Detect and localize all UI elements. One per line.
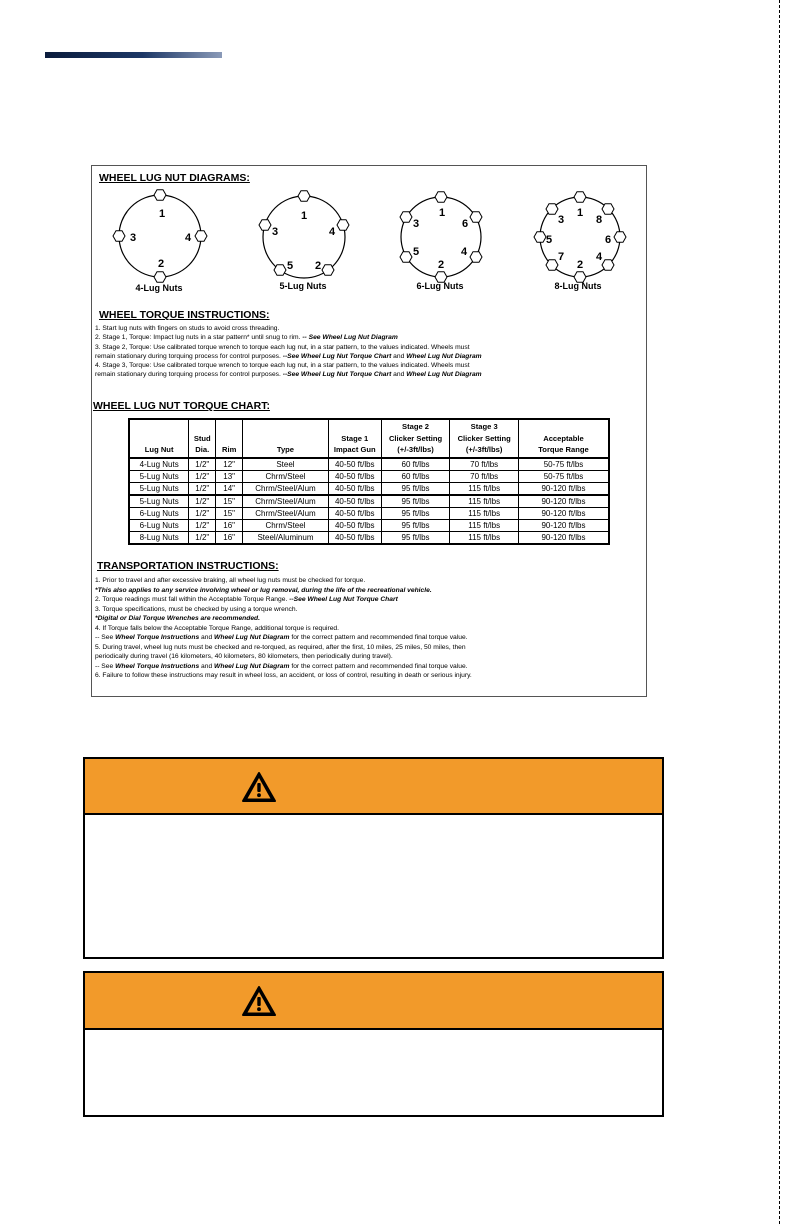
- text-segment: 2. Stage 1, Torque: Impact lug nuts in a star pattern* until snug to rim.: [95, 334, 303, 342]
- table-cell: 50-75 ft/lbs: [518, 470, 609, 482]
- cut-line: [779, 0, 780, 1224]
- text-segment: *Digital or Dial Torque Wrenches are recommended.: [95, 615, 261, 622]
- table-cell: 12": [216, 458, 243, 471]
- lug-number: 4: [328, 226, 336, 238]
- text-segment: for the correct pattern and recommended final torque value.: [289, 634, 468, 641]
- text-segment: Wheel Torque Instructions: [115, 634, 200, 641]
- lug-number: 3: [271, 226, 279, 238]
- text-segment: 4. Stage 3, Torque: Use calibrated torque wrench to torque each lug nut, in a star pattern, to the values indicated. Wheels must: [95, 362, 470, 370]
- lug-number: 2: [576, 259, 584, 271]
- table-cell: 40-50 ft/lbs: [328, 495, 381, 508]
- text-segment: remain stationary during torquing process for control purposes.: [95, 371, 283, 379]
- table-row: [129, 470, 609, 482]
- header-text: Dia.: [195, 445, 210, 454]
- text-segment: 4. If Torque falls below the Acceptable Torque Range, additional torque is required.: [95, 624, 340, 632]
- lug-number: 7: [557, 251, 565, 263]
- text-line: [95, 662, 643, 672]
- text-segment: Wheel Lug Nut Diagram: [406, 352, 482, 360]
- table-row: [129, 495, 609, 508]
- lug-nut-hex-icon: [602, 204, 614, 214]
- lug-nut-hex-icon: [322, 265, 334, 275]
- table-cell: 16": [216, 531, 243, 544]
- text-segment: and: [391, 371, 407, 379]
- lug-nut-hex-icon: [470, 212, 482, 222]
- header-text: Stud: [193, 433, 211, 443]
- table-cell: 95 ft/lbs: [381, 519, 450, 531]
- table-cell: 40-50 ft/lbs: [328, 519, 381, 531]
- table-cell: 60 ft/lbs: [381, 470, 450, 482]
- table-cell: 70 ft/lbs: [450, 470, 519, 482]
- table-cell: 90-120 ft/lbs: [518, 507, 609, 519]
- lug-nut-hex-icon: [614, 232, 626, 242]
- header-text: Acceptable: [543, 433, 584, 443]
- text-segment: 2. Torque readings must fall within the Acceptable Torque Range.: [95, 596, 290, 603]
- text-segment: --See Wheel Lug Nut Torque Chart: [282, 352, 392, 360]
- table-cell: 40-50 ft/lbs: [328, 458, 381, 471]
- table-cell: 40-50 ft/lbs: [328, 507, 381, 519]
- table-cell: Chrm/Steel: [243, 470, 329, 482]
- lug-number: 6: [461, 218, 469, 230]
- lug-number: 3: [557, 214, 565, 226]
- lug-diagram: [534, 192, 626, 282]
- table-cell: 90-120 ft/lbs: [518, 531, 609, 544]
- lug-nut-hex-icon: [602, 260, 614, 270]
- lug-nut-hex-icon: [546, 204, 558, 214]
- lug-diagram: [400, 192, 482, 282]
- table-cell: 5-Lug Nuts: [129, 482, 189, 495]
- lug-number: 8: [595, 214, 603, 226]
- diagram-label-6-lug: 6-Lug Nuts: [416, 281, 464, 291]
- header-text: Stage 1: [341, 433, 369, 443]
- text-segment: Wheel Lug Nut Diagram: [214, 662, 290, 670]
- table-cell: 90-120 ft/lbs: [518, 519, 609, 531]
- text-segment: 3. Torque specifications, must be checked by using a torque wrench.: [95, 605, 298, 613]
- transportation-title: TRANSPORTATION INSTRUCTIONS:: [97, 560, 279, 572]
- lug-number: 5: [412, 246, 420, 258]
- lug-number: 2: [157, 258, 165, 270]
- lug-nut-hex-icon: [113, 231, 125, 241]
- lug-number: 2: [314, 260, 322, 272]
- text-segment: Wheel Lug Nut Diagram: [406, 371, 482, 379]
- table-cell: 90-120 ft/lbs: [518, 495, 609, 508]
- table-cell: 14": [216, 482, 243, 495]
- header-text: Clicker Setting: [388, 433, 443, 443]
- header-text: Type: [276, 445, 295, 454]
- header-text: Stage 2: [402, 422, 430, 431]
- table-cell: 5-Lug Nuts: [129, 495, 189, 508]
- table-cell: 4-Lug Nuts: [129, 458, 189, 471]
- text-segment: 5. During travel, wheel lug nuts must be checked and re-torqued, as required, after the first, 10 miles, 25 miles, 50 miles, then: [95, 643, 466, 651]
- table-cell: 115 ft/lbs: [450, 482, 519, 495]
- lug-nut-hex-icon: [298, 191, 310, 201]
- table-cell: 1/2": [189, 470, 216, 482]
- diagram-label-4-lug: 4-Lug Nuts: [135, 283, 183, 293]
- lug-nut-hex-icon: [400, 252, 412, 262]
- warning-box-2: [83, 971, 664, 1117]
- diagram-label-8-lug: 8-Lug Nuts: [554, 281, 602, 291]
- table-cell: 40-50 ft/lbs: [328, 482, 381, 495]
- diagram-label-5-lug: 5-Lug Nuts: [279, 281, 327, 291]
- column-header: [129, 419, 189, 458]
- column-header: [381, 419, 450, 458]
- header-text: Stage 3: [470, 422, 498, 431]
- instructions-title: WHEEL TORQUE INSTRUCTIONS:: [99, 309, 270, 321]
- header-bar: [45, 52, 222, 58]
- header-text: Torque Range: [538, 445, 589, 454]
- torque-chart-table: [128, 418, 610, 545]
- table-cell: 5-Lug Nuts: [129, 470, 189, 482]
- text-line: [95, 633, 643, 643]
- header-text: Lug Nut: [144, 445, 174, 454]
- lug-nut-diagrams: [92, 188, 646, 318]
- lug-nut-hex-icon: [574, 192, 586, 202]
- lug-number: 2: [437, 259, 445, 271]
- table-cell: 6-Lug Nuts: [129, 519, 189, 531]
- text-segment: periodically during travel (16 kilometers, 40 kilometers, 80 kilometers, then periodically during travel).: [95, 653, 393, 660]
- lug-nut-hex-icon: [400, 212, 412, 222]
- text-line: [95, 624, 643, 634]
- text-line: [95, 324, 640, 333]
- text-segment: 6. Failure to follow these instructions may result in wheel loss, an accident, or loss of control, resulting in death or serious injury.: [95, 672, 472, 679]
- lug-number: 4: [595, 251, 603, 263]
- text-line: [95, 333, 640, 342]
- table-row: [129, 531, 609, 544]
- table-cell: 70 ft/lbs: [450, 458, 519, 471]
- lug-diagram: [259, 191, 349, 278]
- lug-number: 1: [158, 208, 166, 220]
- text-line: [95, 605, 643, 615]
- table-cell: 40-50 ft/lbs: [328, 531, 381, 544]
- table-cell: 15": [216, 507, 243, 519]
- lug-number: 5: [545, 234, 553, 246]
- text-line: [95, 652, 643, 662]
- table-cell: Steel/Aluminum: [243, 531, 329, 544]
- lug-number: 1: [438, 207, 446, 219]
- text-segment: --See Wheel Lug Nut Torque Chart: [289, 596, 398, 603]
- column-header: [328, 419, 381, 458]
- text-segment: and: [199, 662, 215, 670]
- table-cell: 16": [216, 519, 243, 531]
- text-segment: and: [391, 352, 407, 360]
- lug-nut-hex-icon: [435, 192, 447, 202]
- table-cell: 90-120 ft/lbs: [518, 482, 609, 495]
- text-segment: and: [199, 634, 215, 641]
- table-cell: 40-50 ft/lbs: [328, 470, 381, 482]
- text-segment: for the correct pattern and recommended final torque value.: [289, 662, 468, 670]
- transportation-body: [95, 576, 643, 681]
- lug-number: 6: [604, 234, 612, 246]
- warning-header-2: [85, 973, 662, 1030]
- header-text: (+/-3ft/lbs): [465, 445, 503, 454]
- text-segment: --See Wheel Lug Nut Torque Chart: [282, 371, 392, 379]
- warning-triangle-icon: [241, 985, 277, 1017]
- table-cell: Chrm/Steel/Alum: [243, 507, 329, 519]
- table-cell: 6-Lug Nuts: [129, 507, 189, 519]
- lug-number: 5: [286, 260, 294, 272]
- text-segment: 1. Prior to travel and after excessive braking, all wheel lug nuts must be checked for torque.: [95, 577, 366, 584]
- text-line: [95, 671, 643, 681]
- lug-nut-hex-icon: [154, 272, 166, 282]
- lug-nut-hex-icon: [195, 231, 207, 241]
- table-cell: 13": [216, 470, 243, 482]
- lug-nut-panel: [91, 165, 647, 697]
- text-segment: -- See: [95, 634, 116, 641]
- lug-diagram: [113, 190, 207, 282]
- table-cell: 1/2": [189, 519, 216, 531]
- text-segment: -- See Wheel Lug Nut Diagram: [302, 334, 398, 342]
- instructions-body: [95, 324, 640, 380]
- lug-nut-hex-icon: [534, 232, 546, 242]
- lug-nut-hex-icon: [337, 220, 349, 230]
- header-text: Clicker Setting: [457, 433, 511, 443]
- table-cell: 60 ft/lbs: [381, 458, 450, 471]
- lug-number: 4: [460, 246, 468, 258]
- warning-triangle-icon: [241, 771, 277, 803]
- text-segment: Wheel Lug Nut Diagram: [214, 634, 290, 641]
- column-header: [450, 419, 519, 458]
- table-cell: 95 ft/lbs: [381, 507, 450, 519]
- text-line: [95, 586, 643, 596]
- lug-number: 1: [300, 210, 308, 222]
- lug-number: 3: [129, 232, 137, 244]
- torque-body: [129, 458, 609, 544]
- text-line: [95, 361, 640, 370]
- table-cell: 50-75 ft/lbs: [518, 458, 609, 471]
- text-segment: 1. Start lug nuts with fingers on studs to avoid cross threading.: [95, 325, 280, 332]
- table-cell: 95 ft/lbs: [381, 495, 450, 508]
- warning-box-1: [83, 757, 664, 959]
- table-cell: 1/2": [189, 495, 216, 508]
- lug-nut-hex-icon: [154, 190, 166, 200]
- text-line: [95, 343, 640, 352]
- table-cell: Chrm/Steel: [243, 519, 329, 531]
- table-row: [129, 458, 609, 471]
- table-cell: 115 ft/lbs: [450, 495, 519, 508]
- text-segment: remain stationary during torquing process for control purposes.: [95, 352, 283, 360]
- table-cell: Chrm/Steel/Alum: [243, 482, 329, 495]
- table-cell: 115 ft/lbs: [450, 519, 519, 531]
- table-cell: 15": [216, 495, 243, 508]
- column-header: [243, 419, 329, 458]
- table-cell: 115 ft/lbs: [450, 507, 519, 519]
- header-text: Impact Gun: [333, 445, 376, 454]
- diagrams-title: WHEEL LUG NUT DIAGRAMS:: [99, 172, 250, 184]
- header-text: (+/-3ft/lbs): [397, 445, 434, 454]
- text-line: [95, 352, 640, 361]
- table-cell: Chrm/Steel/Alum: [243, 495, 329, 508]
- torque-header-row: [129, 419, 609, 458]
- text-segment: *This also applies to any service involving wheel or lug removal, during the life of the recreational vehicle.: [95, 586, 432, 594]
- table-cell: 1/2": [189, 482, 216, 495]
- table-cell: 95 ft/lbs: [381, 482, 450, 495]
- table-row: [129, 482, 609, 495]
- lug-number: 1: [576, 207, 584, 219]
- table-row: [129, 519, 609, 531]
- text-line: [95, 614, 643, 624]
- table-row: [129, 507, 609, 519]
- table-cell: Steel: [243, 458, 329, 471]
- lug-nut-hex-icon: [470, 252, 482, 262]
- text-line: [95, 576, 643, 586]
- lug-number: 3: [412, 218, 420, 230]
- text-segment: Wheel Torque Instructions: [115, 662, 200, 670]
- lug-nut-hex-icon: [274, 265, 286, 275]
- table-cell: 1/2": [189, 531, 216, 544]
- lug-nut-hex-icon: [546, 260, 558, 270]
- column-header: [216, 419, 243, 458]
- table-cell: 8-Lug Nuts: [129, 531, 189, 544]
- table-cell: 95 ft/lbs: [381, 531, 450, 544]
- column-header: [189, 419, 216, 458]
- text-line: [95, 370, 640, 379]
- text-segment: 3. Stage 2, Torque: Use calibrated torque wrench to torque each lug nut, in a star pattern, to the values indicated. Wheels must: [95, 343, 470, 351]
- table-cell: 1/2": [189, 458, 216, 471]
- lug-nut-hex-icon: [259, 220, 271, 230]
- lug-number: 4: [184, 232, 192, 244]
- table-cell: 115 ft/lbs: [450, 531, 519, 544]
- torque-chart-title: WHEEL LUG NUT TORQUE CHART:: [93, 400, 270, 412]
- text-line: [95, 595, 643, 605]
- text-segment: -- See: [95, 662, 116, 670]
- warning-header-1: [85, 759, 662, 815]
- table-cell: 1/2": [189, 507, 216, 519]
- header-text: Rim: [221, 445, 237, 454]
- text-line: [95, 643, 643, 653]
- column-header: [518, 419, 609, 458]
